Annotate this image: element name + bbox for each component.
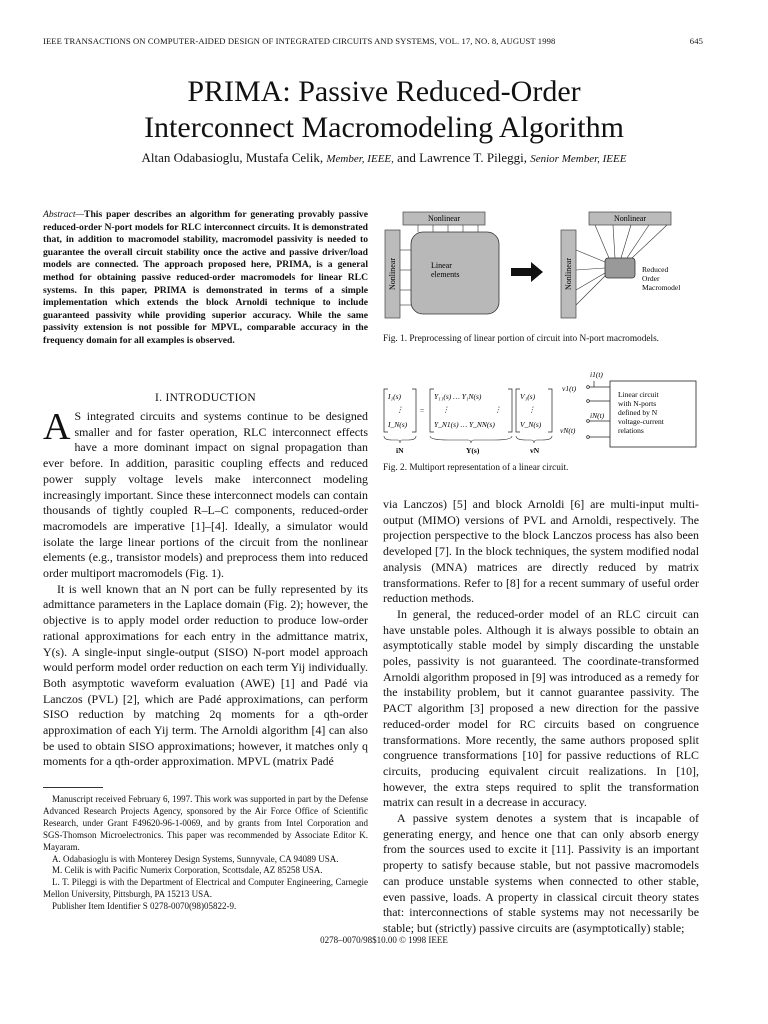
fig2-label-Y: Y(s) — [466, 446, 480, 455]
running-header — [43, 36, 703, 46]
figure-2 — [378, 367, 703, 459]
author-names-1: Altan Odabasioglu, Mustafa Celik, — [141, 150, 324, 165]
figure-1 — [383, 210, 703, 328]
intro-column — [43, 406, 368, 770]
footnote-3: M. Celik is with Pacific Numerix Corporation, Scottsdale, AZ 85258 USA. — [52, 865, 323, 876]
paper-title — [0, 74, 768, 146]
fig2-label-iN: iN — [396, 446, 404, 455]
copyright-footer: 0278–0070/98$10.00 © 1998 IEEE — [320, 935, 448, 945]
drop-cap: A — [43, 406, 71, 448]
svg-text:Y_N1(s) … Y_NN(s): Y_N1(s) … Y_NN(s) — [434, 420, 495, 429]
author-names-2: and Lawrence T. Pileggi, — [397, 150, 527, 165]
title-line-1: PRIMA: Passive Reduced-Order — [187, 75, 581, 108]
title-line-2: Interconnect Macromodeling Algorithm — [144, 111, 624, 144]
fig2-label-vN: vN — [530, 446, 540, 455]
author-role-2: Senior Member, IEEE — [530, 153, 627, 165]
intro-p1-text: S integrated circuits and systems continue to be designed smaller and for faster operation, RLC interconnect effects have a more dominant impact on signal propagation than ever before. In addition, parasitic coupling effects and reduced power supply voltage levels make interconnect modeling increasingly important. Since these interconnect models can contain thousands of tightly coupled R–L–C components, reduced-order macromodels are imperative [1]–[4]. Ideally, a simulator would isolate the large linear portions of the circuit from the nonlinear elements (e.g., transistor models) and preprocess them into reduced order multiport macromodels (Fig. 1). — [43, 409, 368, 581]
footnote-rule — [43, 787, 103, 788]
fig1-linear-label-2: elements — [431, 270, 460, 279]
fig1-reduced-label-1: Reduced — [642, 265, 669, 274]
figure-1-caption: Fig. 1. Preprocessing of linear portion of circuit into N-port macromodels. — [383, 334, 660, 344]
fig1-nonlinear-side-label: Nonlinear — [388, 258, 397, 290]
svg-text:⋮: ⋮ — [442, 405, 450, 414]
right-column — [383, 497, 699, 937]
fig2-label-vNt: vN(t) — [560, 426, 576, 435]
fig2-equals: = — [420, 406, 425, 415]
svg-text:⋮: ⋮ — [528, 405, 536, 414]
svg-text:Y₁₁(s) … Y₁N(s): Y₁₁(s) … Y₁N(s) — [434, 392, 482, 401]
svg-text:relations: relations — [618, 426, 644, 435]
intro-paragraph-1 — [43, 406, 368, 582]
svg-text:Linear circuit: Linear circuit — [618, 390, 659, 399]
footnote-2: A. Odabasioglu is with Monterey Design Systems, Sunnyvale, CA 94089 USA. — [52, 853, 339, 864]
page-number: 645 — [689, 36, 703, 46]
svg-text:I_N(s): I_N(s) — [388, 420, 408, 429]
footnote-1: Manuscript received February 6, 1997. This work was supported in part by the Defense Advanced Research Projects Agency, sponsored by the Air Force Office of Scientific Research, under Grant F49620-96-1-0069, and by grants from Intel Corporation and SGS-Thomson Microelectronics. This paper was recommended by Associate Editor K. Mayaram. — [43, 794, 368, 852]
fig2-voltage-vector — [516, 389, 552, 432]
authors — [0, 150, 768, 166]
fig2-admittance-matrix — [430, 389, 512, 432]
fig2-label-v1t: v1(t) — [562, 384, 577, 393]
fig2-current-vector — [384, 389, 416, 432]
footnote-4: L. T. Pileggi is with the Department of Electrical and Computer Engineering, Carnegie Mellon University, Pittsburgh, PA 15213 USA. — [43, 877, 368, 900]
svg-text:I₁(s): I₁(s) — [388, 392, 402, 401]
right-paragraph-1: via Lanczos) [5] and block Arnoldi [6] are multi-input multi-output (MIMO) versions of PVL and Arnoldi, respectively. The projection perspective to the block Lanczos process has also been developed [7]. In the block techniques, the system modified nodal analysis (MNA) matrices are directly reduced by matrix transformations. Refer to [8] for a recent summary of useful order reduction methods. — [383, 497, 699, 606]
svg-text:⋮: ⋮ — [396, 405, 404, 414]
footnotes — [43, 794, 368, 913]
svg-text:⋮: ⋮ — [494, 405, 502, 414]
author-role-1: Member, IEEE, — [326, 153, 394, 165]
fig1-arrow — [511, 262, 543, 282]
fig2-ports — [587, 381, 610, 438]
right-paragraph-3: A passive system denotes a system that is incapable of generating energy, and hence one that can only absorb energy from the sources used to excite it [11]. Passivity is an important property to satisfy because stable, but not passive macromodels can produce unstable systems when connected to other stable, even passive, loads. A property in classical circuit theory states that: interconnections of stable systems may not necessarily be stable; but (strictly) passive circuits are (asymptotically) stable; — [383, 811, 699, 935]
fig2-label-i1t: i1(t) — [590, 370, 603, 379]
abstract — [43, 209, 368, 348]
svg-text:voltage-current: voltage-current — [618, 417, 664, 426]
svg-text:with N-ports: with N-ports — [618, 399, 657, 408]
fig1-reduced-label-2: Order — [642, 274, 660, 283]
abstract-text: This paper describes an algorithm for generating provably passive reduced-order N-port models for RLC interconnect circuits. It is demonstrated that, in addition to macromodel stability, macromodel passivity is needed to guarantee the overall circuit stability once the active and passive driver/load models are connected. The approach proposed here, PRIMA, is a general method for obtaining passive reduced-order macromodels for linear RLC systems. In this paper, PRIMA is demonstrated in terms of a simple implementation which extends the block Arnoldi technique to include guaranteed passivity while providing superior accuracy. While the same passivity extension is not possible for MPVL, comparable accuracy in the frequency domain for all examples is observed. — [43, 209, 368, 346]
section-title: I. INTRODUCTION — [155, 392, 256, 404]
svg-text:V₁(s): V₁(s) — [520, 392, 536, 401]
fig1-nonlinear-top-label-2: Nonlinear — [614, 214, 646, 223]
abstract-label: Abstract— — [43, 209, 85, 220]
fig1-reduced-label-3: Macromodel — [642, 283, 681, 292]
fig1-linear-label-1: Linear — [431, 261, 452, 270]
journal-name: IEEE TRANSACTIONS ON COMPUTER-AIDED DESIGN OF INTEGRATED CIRCUITS AND SYSTEMS, VOL. 17, NO. 8, AUGUST 1998 — [43, 36, 556, 46]
intro-paragraph-2: It is well known that an N port can be fully represented by its admittance parameters in the Laplace domain (Fig. 2); however, the objective is to apply model order reduction to produce low-order rational approximations for each entry in the admittance matrix, Y(s). A single-input single-output (SISO) N-port model approach would perform model order reduction on each term Yij individually. Both asymptotic waveform evaluation (AWE) [1] and Padé via Lanczos (PVL) [2], which are Padé approximations, can perform SISO reduction by matching 2q moments for a qth-order approximation of each Yij term. The Arnoldi algorithm [4] can also be used to obtain SISO approximations; however, it matches only q moments for a qth-order approximation. MPVL (matrix Padé — [43, 581, 368, 769]
svg-text:V_N(s): V_N(s) — [520, 420, 542, 429]
right-paragraph-2: In general, the reduced-order model of an RLC circuit can have unstable poles. Although it is always possible to obtain an asymptotically stable model by simply discarding the unstable poles, passivity is not guaranteed. The coordinate-transformed Arnoldi algorithm proposed in [9] was introduced as a remedy for the instability problem, but it cannot guarantee passivity. The PACT algorithm [3] proposed a new direction for the passive reduced-order model for RC circuits based on congruence transformations. More recently, the same authors proposed split congruence transformations [10] for passive reductions of RLC circuits, producing equivalent circuit realizations. In [10], however, the extra steps required to split the transformation matrix can result in a decrease in accuracy. — [383, 606, 699, 810]
fig1-nonlinear-side-label-2: Nonlinear — [564, 258, 573, 290]
fig1-nonlinear-top-label: Nonlinear — [428, 214, 460, 223]
fig2-underbraces — [384, 436, 552, 443]
fig2-label-iNt: iN(t) — [590, 411, 605, 420]
fig1-reduced-box — [605, 258, 635, 278]
footnote-5: Publisher Item Identifier S 0278-0070(98)05822-9. — [52, 901, 237, 912]
figure-2-caption: Fig. 2. Multiport representation of a linear circuit. — [383, 463, 569, 473]
svg-text:defined by N: defined by N — [618, 408, 658, 417]
